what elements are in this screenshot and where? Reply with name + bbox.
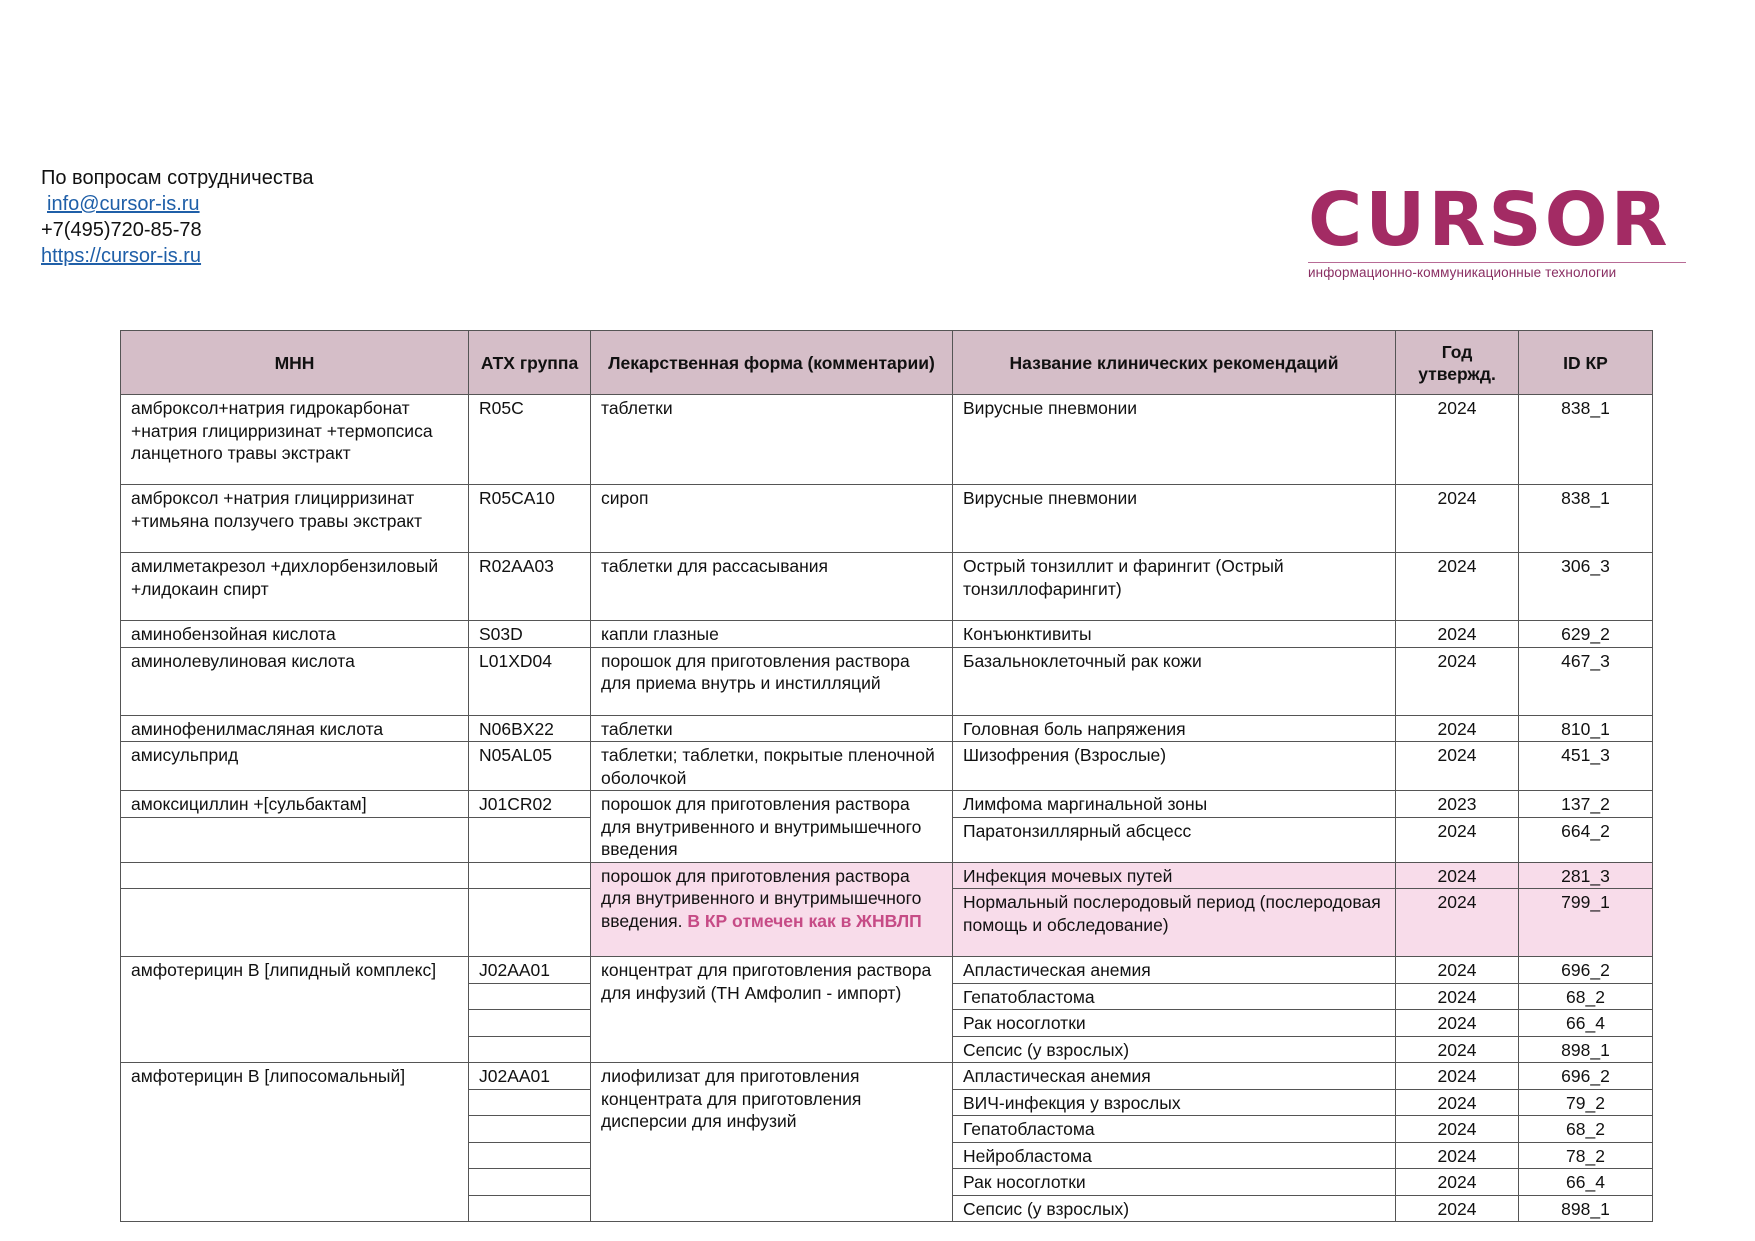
cell-recommendation: Лимфома маргинальной зоны <box>953 791 1396 818</box>
cell-mnn: амфотерицин B [липосомальный] <box>121 1063 469 1222</box>
cell-form: концентрат для приготовления раствора для инфузий (ТН Амфолип - импорт) <box>591 957 953 1063</box>
cell-atx: R05C <box>469 395 591 485</box>
cell-year: 2024 <box>1396 1036 1519 1063</box>
cell-id: 629_2 <box>1519 621 1653 648</box>
cell-atx: N05AL05 <box>469 742 591 791</box>
cell-year: 2024 <box>1396 1169 1519 1196</box>
cell-atx-empty <box>469 1036 591 1063</box>
cell-recommendation: Вирусные пневмонии <box>953 395 1396 485</box>
table-row <box>121 862 1653 889</box>
cell-mnn: амилметакрезол +дихлорбензиловый +лидокаин спирт <box>121 553 469 621</box>
cell-atx: R05CA10 <box>469 485 591 553</box>
cell-recommendation: Нейробластома <box>953 1142 1396 1169</box>
cell-id: 898_1 <box>1519 1036 1653 1063</box>
cell-id: 451_3 <box>1519 742 1653 791</box>
cell-recommendation: Рак носоглотки <box>953 1010 1396 1037</box>
cell-atx-empty <box>469 1195 591 1222</box>
table-row <box>121 791 1653 818</box>
contacts-block <box>41 165 314 269</box>
cell-year: 2024 <box>1396 1063 1519 1090</box>
cell-recommendation: Головная боль напряжения <box>953 715 1396 742</box>
cell-year: 2024 <box>1396 647 1519 715</box>
cell-atx: N06BX22 <box>469 715 591 742</box>
cell-form: порошок для приготовления раствора для внутривенного и внутримышечного введения <box>591 791 953 863</box>
cell-year: 2024 <box>1396 621 1519 648</box>
cell-recommendation: Шизофрения (Взрослые) <box>953 742 1396 791</box>
cell-id: 810_1 <box>1519 715 1653 742</box>
cell-atx-empty <box>469 983 591 1010</box>
jnvlp-note: В КР отмечен как в ЖНВЛП <box>687 910 922 931</box>
table-row <box>121 957 1653 984</box>
table-row <box>121 1063 1653 1090</box>
cell-year: 2024 <box>1396 485 1519 553</box>
cell-id: 78_2 <box>1519 1142 1653 1169</box>
cell-atx: J02AA01 <box>469 1063 591 1090</box>
cell-year: 2024 <box>1396 817 1519 862</box>
logo-tagline: информационно-коммуникационные технологии <box>1308 262 1686 280</box>
email-link[interactable]: info@cursor-is.ru <box>47 193 200 215</box>
cell-atx: J01CR02 <box>469 791 591 818</box>
recommendations-table <box>120 330 1653 1222</box>
cell-recommendation: Гепатобластома <box>953 1116 1396 1143</box>
cell-recommendation: Апластическая анемия <box>953 1063 1396 1090</box>
cell-id: 898_1 <box>1519 1195 1653 1222</box>
website-link[interactable]: https://cursor-is.ru <box>41 245 202 267</box>
table-row <box>121 621 1653 648</box>
header-form: Лекарственная форма (комментарии) <box>591 331 953 395</box>
cell-atx-empty <box>469 1142 591 1169</box>
header-recommendation: Название клинических рекомендаций <box>953 331 1396 395</box>
table-row <box>121 395 1653 485</box>
cell-recommendation: Сепсис (у взрослых) <box>953 1195 1396 1222</box>
cell-form: порошок для приготовления раствора для приема внутрь и инстилляций <box>591 647 953 715</box>
phone-number: +7(495)720-85-78 <box>41 219 202 241</box>
cell-year: 2024 <box>1396 1010 1519 1037</box>
cell-atx: S03D <box>469 621 591 648</box>
cell-form: лиофилизат для приготовления концентрата для приготовления дисперсии для инфузий <box>591 1063 953 1222</box>
cell-year: 2024 <box>1396 862 1519 889</box>
cell-mnn: аминобензойная кислота <box>121 621 469 648</box>
cell-mnn: амоксициллин +[сульбактам] <box>121 791 469 818</box>
cell-year: 2024 <box>1396 1195 1519 1222</box>
cell-recommendation: Конъюнктивиты <box>953 621 1396 648</box>
logo-wordmark: CURSOR <box>1308 177 1671 263</box>
cell-id: 137_2 <box>1519 791 1653 818</box>
cell-year: 2024 <box>1396 715 1519 742</box>
cell-atx: R02AA03 <box>469 553 591 621</box>
cell-id: 66_4 <box>1519 1010 1653 1037</box>
cell-id: 306_3 <box>1519 553 1653 621</box>
cell-form-highlighted <box>591 862 953 957</box>
cell-id: 79_2 <box>1519 1089 1653 1116</box>
cell-mnn: аминофенилмасляная кислота <box>121 715 469 742</box>
cell-atx-empty <box>469 889 591 957</box>
cell-atx: L01XD04 <box>469 647 591 715</box>
cell-year: 2024 <box>1396 395 1519 485</box>
cell-id: 696_2 <box>1519 1063 1653 1090</box>
cell-recommendation: ВИЧ-инфекция у взрослых <box>953 1089 1396 1116</box>
cell-atx-empty <box>469 1169 591 1196</box>
cell-recommendation: Острый тонзиллит и фарингит (Острый тонзиллофарингит) <box>953 553 1396 621</box>
cell-id: 467_3 <box>1519 647 1653 715</box>
cell-recommendation: Паратонзиллярный абсцесс <box>953 817 1396 862</box>
cell-recommendation: Нормальный послеродовый период (послеродовая помощь и обследование) <box>953 889 1396 957</box>
cell-form: таблетки <box>591 395 953 485</box>
company-logo <box>1308 177 1686 280</box>
table-row <box>121 647 1653 715</box>
cell-mnn: амброксол+натрия гидрокарбонат +натрия глицирризинат +термопсиса ланцетного травы экстракт <box>121 395 469 485</box>
cell-form: сироп <box>591 485 953 553</box>
table-header-row <box>121 331 1653 395</box>
cell-form: таблетки; таблетки, покрытые пленочной оболочкой <box>591 742 953 791</box>
table-row <box>121 742 1653 791</box>
header-atx: АТХ группа <box>469 331 591 395</box>
cell-mnn-empty <box>121 889 469 957</box>
cell-atx-empty <box>469 1010 591 1037</box>
cell-id: 68_2 <box>1519 983 1653 1010</box>
cell-mnn: амисульприд <box>121 742 469 791</box>
cell-year: 2023 <box>1396 791 1519 818</box>
cell-year: 2024 <box>1396 1142 1519 1169</box>
cell-id: 68_2 <box>1519 1116 1653 1143</box>
cell-recommendation: Сепсис (у взрослых) <box>953 1036 1396 1063</box>
cell-atx: J02AA01 <box>469 957 591 984</box>
contacts-heading: По вопросам сотрудничества <box>41 167 314 189</box>
cell-id: 664_2 <box>1519 817 1653 862</box>
cell-mnn-empty <box>121 862 469 889</box>
cell-id: 799_1 <box>1519 889 1653 957</box>
cell-recommendation: Вирусные пневмонии <box>953 485 1396 553</box>
cell-atx-empty <box>469 817 591 862</box>
cell-year: 2024 <box>1396 553 1519 621</box>
cell-recommendation: Базальноклеточный рак кожи <box>953 647 1396 715</box>
cell-atx-empty <box>469 862 591 889</box>
cell-mnn: амфотерицин B [липидный комплекс] <box>121 957 469 1063</box>
cell-mnn: аминолевулиновая кислота <box>121 647 469 715</box>
cell-mnn: амброксол +натрия глицирризинат +тимьяна ползучего травы экстракт <box>121 485 469 553</box>
cell-year: 2024 <box>1396 1089 1519 1116</box>
header-mnn: МНН <box>121 331 469 395</box>
table-row <box>121 485 1653 553</box>
cell-mnn-empty <box>121 817 469 862</box>
cell-atx-empty <box>469 1089 591 1116</box>
cell-recommendation: Апластическая анемия <box>953 957 1396 984</box>
cell-year: 2024 <box>1396 983 1519 1010</box>
header-id: ID КР <box>1519 331 1653 395</box>
table-row <box>121 553 1653 621</box>
cell-id: 838_1 <box>1519 485 1653 553</box>
cell-year: 2024 <box>1396 742 1519 791</box>
cell-recommendation: Инфекция мочевых путей <box>953 862 1396 889</box>
cell-id: 66_4 <box>1519 1169 1653 1196</box>
cell-recommendation: Гепатобластома <box>953 983 1396 1010</box>
cell-year: 2024 <box>1396 889 1519 957</box>
cell-id: 696_2 <box>1519 957 1653 984</box>
form-text: порошок для приготовления раствора для внутривенного и внутримышечного введения. <box>601 865 922 931</box>
cell-id: 838_1 <box>1519 395 1653 485</box>
cell-year: 2024 <box>1396 957 1519 984</box>
cell-recommendation: Рак носоглотки <box>953 1169 1396 1196</box>
cell-year: 2024 <box>1396 1116 1519 1143</box>
table-row <box>121 715 1653 742</box>
cell-id: 281_3 <box>1519 862 1653 889</box>
header-year: Год утвержд. <box>1396 331 1519 395</box>
cell-form: таблетки <box>591 715 953 742</box>
cell-atx-empty <box>469 1116 591 1143</box>
cell-form: капли глазные <box>591 621 953 648</box>
cell-form: таблетки для рассасывания <box>591 553 953 621</box>
